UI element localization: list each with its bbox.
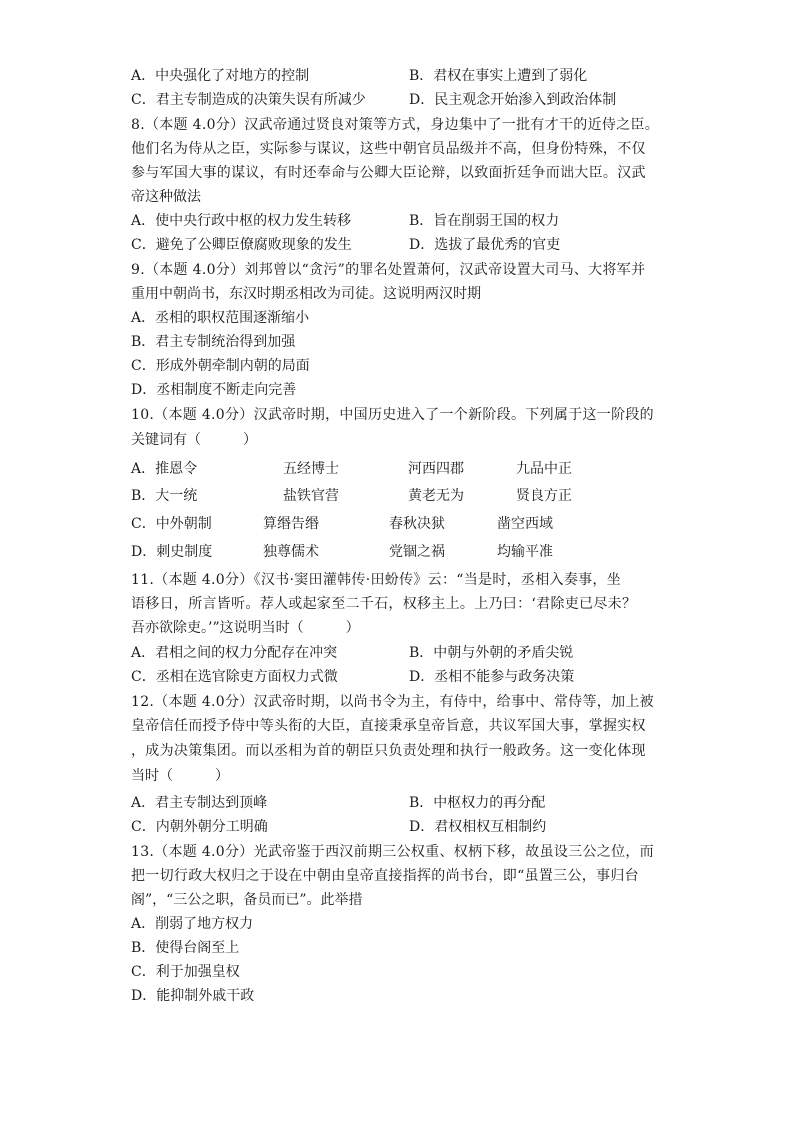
q10-option-d-2: 独尊儒术: [263, 544, 319, 560]
q7-option-a: A．中央强化了对地方的控制: [131, 68, 310, 84]
q9-option-c: C．形成外朝牵制内朝的局面: [131, 358, 310, 374]
q9-option-d: D．丞相制度不断走向完善: [131, 382, 297, 398]
q8-option-a: A．使中央行政中枢的权力发生转移: [131, 213, 352, 229]
q12-stem-line-3: ，成为决策集团。而以丞相为首的朝臣只负责处理和执行一般政务。这一变化体现: [131, 743, 646, 759]
q13-option-c: C．利于加强皇权: [131, 964, 240, 980]
q9-stem-line-2: 重用中朝尚书，东汉时期丞相改为司徒。这说明两汉时期: [131, 286, 481, 302]
q10-option-c-2: 算缗告缗: [263, 516, 319, 532]
q10-option-d-4: 均输平准: [497, 544, 553, 560]
q13-stem-line-1: 13.（本题 4.0分）光武帝鉴于西汉前期三公权重、权柄下移，故虽设三公之位，而: [131, 844, 654, 860]
q10-stem-line-2: 关键词有（ ）: [131, 432, 257, 448]
q10-option-c-3: 春秋决狱: [389, 516, 445, 532]
q8-stem-line-3: 参与军国大事的谋议，有时还奉命与公卿大臣论辩，以致面折廷争而诎大臣。汉武: [131, 165, 646, 181]
q13-option-a: A．削弱了地方权力: [131, 916, 254, 932]
q10-option-b-3: 黄老无为: [408, 488, 464, 504]
q10-option-b-1: B．大一统: [131, 488, 198, 504]
q10-stem-line-1: 10.（本题 4.0分）汉武帝时期，中国历史进入了一个新阶段。下列属于这一阶段的: [131, 407, 654, 423]
q9-stem-line-1: 9.（本题 4.0分）刘邦曾以“贪污”的罪名处置萧何，汉武帝设置大司马、大将军并: [131, 262, 646, 278]
q13-option-b: B．使得台阁至上: [131, 940, 240, 956]
q11-stem-line-3: 吾亦欲除吏。’”这说明当时（ ）: [131, 620, 360, 636]
q12-option-a: A．君主专制达到顶峰: [131, 795, 268, 811]
q11-option-a: A．君相之间的权力分配存在冲突: [131, 645, 338, 661]
q8-stem-line-4: 帝这种做法: [131, 189, 201, 205]
q8-option-b: B．旨在削弱王国的权力: [409, 213, 560, 229]
q8-stem-line-1: 8.（本题 4.0分）汉武帝通过贤良对策等方式，身边集中了一批有才干的近侍之臣。: [131, 117, 660, 133]
q12-option-b: B．中枢权力的再分配: [409, 795, 546, 811]
q13-stem-line-2: 把一切行政大权归之于设在中朝由皇帝直接指挥的尚书台，即“虽置三公，事归台: [131, 868, 639, 884]
q10-option-a-2: 五经博士: [283, 461, 339, 477]
q10-option-a-4: 九品中正: [516, 461, 572, 477]
q8-stem-line-2: 他们名为侍从之臣，实际参与谋议，这些中朝官员品级并不高，但身份特殊，不仅: [131, 141, 646, 157]
q12-option-d: D．君权相权互相制约: [409, 819, 547, 835]
q10-option-d-3: 党锢之祸: [389, 544, 445, 560]
q11-option-b: B．中朝与外朝的矛盾尖锐: [409, 645, 574, 661]
q9-option-a: A．丞相的职权范围逐渐缩小: [131, 310, 310, 326]
q10-option-d-1: D．刺史制度: [131, 544, 213, 560]
q7-option-d: D．民主观念开始渗入到政治体制: [409, 92, 617, 108]
q10-option-a-3: 河西四郡: [408, 461, 464, 477]
q10-option-a-1: A．推恩令: [131, 461, 198, 477]
q11-option-c: C．丞相在选官除吏方面权力式微: [131, 669, 338, 685]
q8-option-c: C．避免了公卿臣僚腐败现象的发生: [131, 237, 352, 253]
q10-option-b-2: 盐铁官营: [283, 488, 339, 504]
q7-option-c: C．君主专制造成的决策失误有所减少: [131, 92, 366, 108]
q7-option-b: B．君权在事实上遭到了弱化: [409, 68, 588, 84]
q8-option-d: D．选拔了最优秀的官吏: [409, 237, 561, 253]
q12-stem-line-4: 当时（ ）: [131, 768, 229, 784]
q12-stem-line-1: 12.（本题 4.0分）汉武帝时期，以尚书令为主，有侍中，给事中、常侍等，加上被: [131, 694, 654, 710]
q13-stem-line-3: 阁”，“三公之职，备员而已”。此举措: [131, 892, 363, 908]
q11-stem-line-1: 11.（本题 4.0分）《汉书·窦田灌韩传·田蚡传》云：“当是时，丞相入奏事，坐: [131, 572, 622, 588]
q12-option-c: C．内朝外朝分工明确: [131, 819, 268, 835]
q10-option-b-4: 贤良方正: [516, 488, 572, 504]
q10-option-c-4: 凿空西域: [497, 516, 553, 532]
q11-stem-line-2: 语移日，所言皆听。荐人或起家至二千石，权移主上。上乃曰：‘君除吏已尽未？: [131, 596, 637, 612]
q9-option-b: B．君主专制统治得到加强: [131, 334, 296, 350]
q12-stem-line-2: 皇帝信任而授予侍中等头衔的大臣，直接秉承皇帝旨意，共议军国大事，掌握实权: [131, 718, 646, 734]
q11-option-d: D．丞相不能参与政务决策: [409, 669, 575, 685]
q10-option-c-1: C．中外朝制: [131, 516, 212, 532]
q13-option-d: D．能抑制外戚干政: [131, 988, 255, 1004]
